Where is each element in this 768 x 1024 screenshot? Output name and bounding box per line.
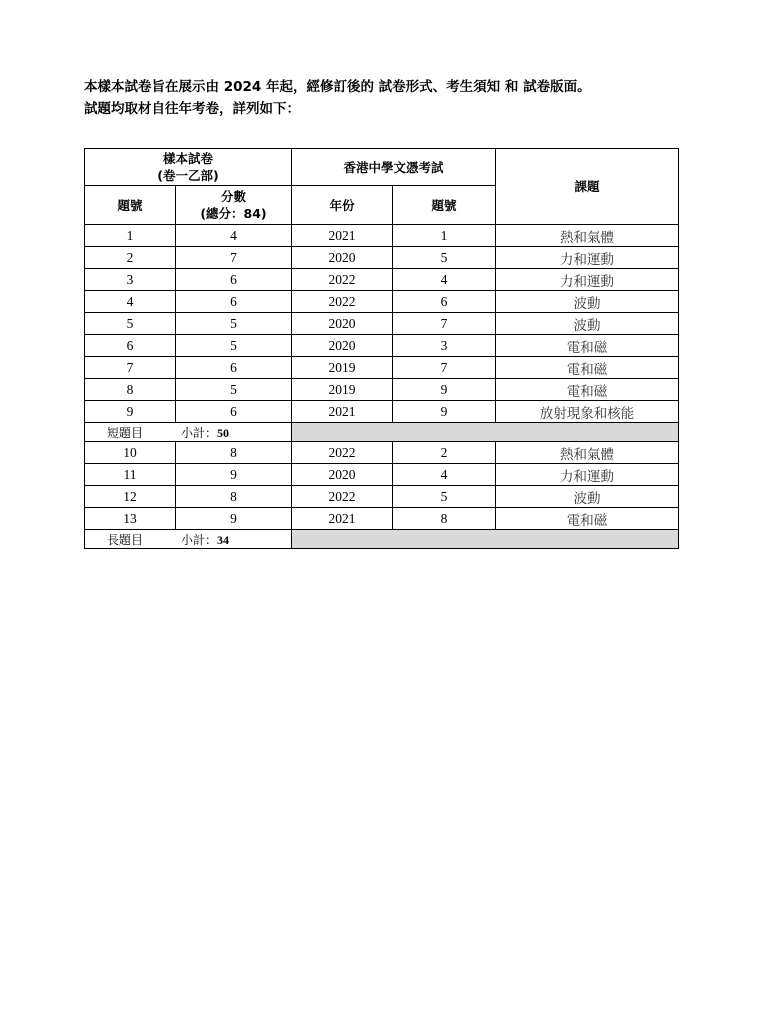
topic: 波動 bbox=[496, 313, 679, 335]
table-row bbox=[85, 464, 679, 486]
marks: 6 bbox=[176, 291, 292, 313]
short-subtotal-shade bbox=[292, 423, 679, 442]
question-number: 4 bbox=[85, 291, 176, 313]
dse-question-number: 7 bbox=[393, 357, 496, 379]
year: 2021 bbox=[292, 508, 393, 530]
topic: 電和磁 bbox=[496, 357, 679, 379]
dse-question-number: 2 bbox=[393, 442, 496, 464]
year: 2022 bbox=[292, 291, 393, 313]
table-row bbox=[85, 247, 679, 269]
long-section-label: 長題目 bbox=[107, 532, 144, 547]
question-number: 5 bbox=[85, 313, 176, 335]
year: 2020 bbox=[292, 464, 393, 486]
marks-total: (總分：84) bbox=[200, 206, 267, 221]
question-number: 8 bbox=[85, 379, 176, 401]
year-header: 年份 bbox=[292, 186, 393, 225]
table-row bbox=[85, 269, 679, 291]
topic: 力和運動 bbox=[496, 269, 679, 291]
year: 2019 bbox=[292, 379, 393, 401]
topic-header: 課題 bbox=[496, 149, 679, 225]
marks: 7 bbox=[176, 247, 292, 269]
dse-question-number: 3 bbox=[393, 335, 496, 357]
table-row bbox=[85, 508, 679, 530]
long-subtotal-value: 34 bbox=[217, 532, 230, 547]
marks: 6 bbox=[176, 269, 292, 291]
dse-question-number: 6 bbox=[393, 291, 496, 313]
year: 2019 bbox=[292, 357, 393, 379]
year: 2021 bbox=[292, 401, 393, 423]
table-row bbox=[85, 313, 679, 335]
marks: 5 bbox=[176, 379, 292, 401]
intro-line-2: 試題均取材自往年考卷，詳列如下： bbox=[84, 101, 300, 117]
marks: 4 bbox=[176, 225, 292, 247]
question-number: 6 bbox=[85, 335, 176, 357]
sample-paper-header bbox=[85, 149, 292, 186]
hkdse-header: 香港中學文憑考試 bbox=[292, 149, 496, 186]
question-number-header: 題號 bbox=[85, 186, 176, 225]
question-number: 11 bbox=[85, 464, 176, 486]
dse-question-number: 5 bbox=[393, 486, 496, 508]
topic: 熱和氣體 bbox=[496, 225, 679, 247]
marks-header bbox=[176, 186, 292, 225]
table-row bbox=[85, 225, 679, 247]
topic: 電和磁 bbox=[496, 335, 679, 357]
table-row bbox=[85, 486, 679, 508]
question-number: 10 bbox=[85, 442, 176, 464]
year: 2022 bbox=[292, 269, 393, 291]
header-row-1 bbox=[85, 149, 679, 186]
year: 2021 bbox=[292, 225, 393, 247]
short-subtotal-cell bbox=[85, 423, 292, 442]
marks: 8 bbox=[176, 486, 292, 508]
intro-line-1: 本樣本試卷旨在展示由 2024 年起，經修訂後的 試卷形式、考生須知 和 試卷版面。 bbox=[84, 79, 591, 95]
sample-paper-subtitle: (卷一乙部) bbox=[157, 168, 219, 183]
short-subtotal-row bbox=[85, 423, 679, 442]
year: 2020 bbox=[292, 313, 393, 335]
sample-paper-title: 樣本試卷 bbox=[162, 151, 213, 166]
table-row bbox=[85, 335, 679, 357]
topic: 力和運動 bbox=[496, 247, 679, 269]
topic: 熱和氣體 bbox=[496, 442, 679, 464]
long-subtotal-row bbox=[85, 530, 679, 549]
question-number: 1 bbox=[85, 225, 176, 247]
dse-question-number: 5 bbox=[393, 247, 496, 269]
marks: 6 bbox=[176, 401, 292, 423]
long-subtotal-cell bbox=[85, 530, 292, 549]
intro-text bbox=[84, 76, 684, 120]
topic: 電和磁 bbox=[496, 379, 679, 401]
question-table bbox=[84, 148, 679, 549]
marks: 6 bbox=[176, 357, 292, 379]
dse-question-number: 9 bbox=[393, 379, 496, 401]
topic: 放射現象和核能 bbox=[496, 401, 679, 423]
long-subtotal-shade bbox=[292, 530, 679, 549]
dse-question-number: 9 bbox=[393, 401, 496, 423]
marks: 8 bbox=[176, 442, 292, 464]
marks: 5 bbox=[176, 313, 292, 335]
topic: 力和運動 bbox=[496, 464, 679, 486]
dse-question-number: 8 bbox=[393, 508, 496, 530]
topic: 電和磁 bbox=[496, 508, 679, 530]
question-number: 9 bbox=[85, 401, 176, 423]
topic: 波動 bbox=[496, 291, 679, 313]
year: 2022 bbox=[292, 486, 393, 508]
marks: 5 bbox=[176, 335, 292, 357]
question-number: 2 bbox=[85, 247, 176, 269]
table-row bbox=[85, 291, 679, 313]
question-number: 13 bbox=[85, 508, 176, 530]
short-section-label: 短題目 bbox=[107, 425, 144, 440]
dse-question-number-header: 題號 bbox=[393, 186, 496, 225]
table-row bbox=[85, 442, 679, 464]
marks-title: 分數 bbox=[220, 189, 246, 204]
marks: 9 bbox=[176, 508, 292, 530]
table-row bbox=[85, 379, 679, 401]
table-row bbox=[85, 357, 679, 379]
short-subtotal-label: 小計： bbox=[181, 425, 218, 440]
dse-question-number: 4 bbox=[393, 269, 496, 291]
marks: 9 bbox=[176, 464, 292, 486]
dse-question-number: 7 bbox=[393, 313, 496, 335]
year: 2022 bbox=[292, 442, 393, 464]
short-subtotal-value: 50 bbox=[217, 425, 230, 440]
table-row bbox=[85, 401, 679, 423]
year: 2020 bbox=[292, 335, 393, 357]
question-number: 12 bbox=[85, 486, 176, 508]
question-number: 3 bbox=[85, 269, 176, 291]
long-subtotal-label: 小計： bbox=[181, 532, 218, 547]
question-number: 7 bbox=[85, 357, 176, 379]
dse-question-number: 4 bbox=[393, 464, 496, 486]
dse-question-number: 1 bbox=[393, 225, 496, 247]
topic: 波動 bbox=[496, 486, 679, 508]
year: 2020 bbox=[292, 247, 393, 269]
